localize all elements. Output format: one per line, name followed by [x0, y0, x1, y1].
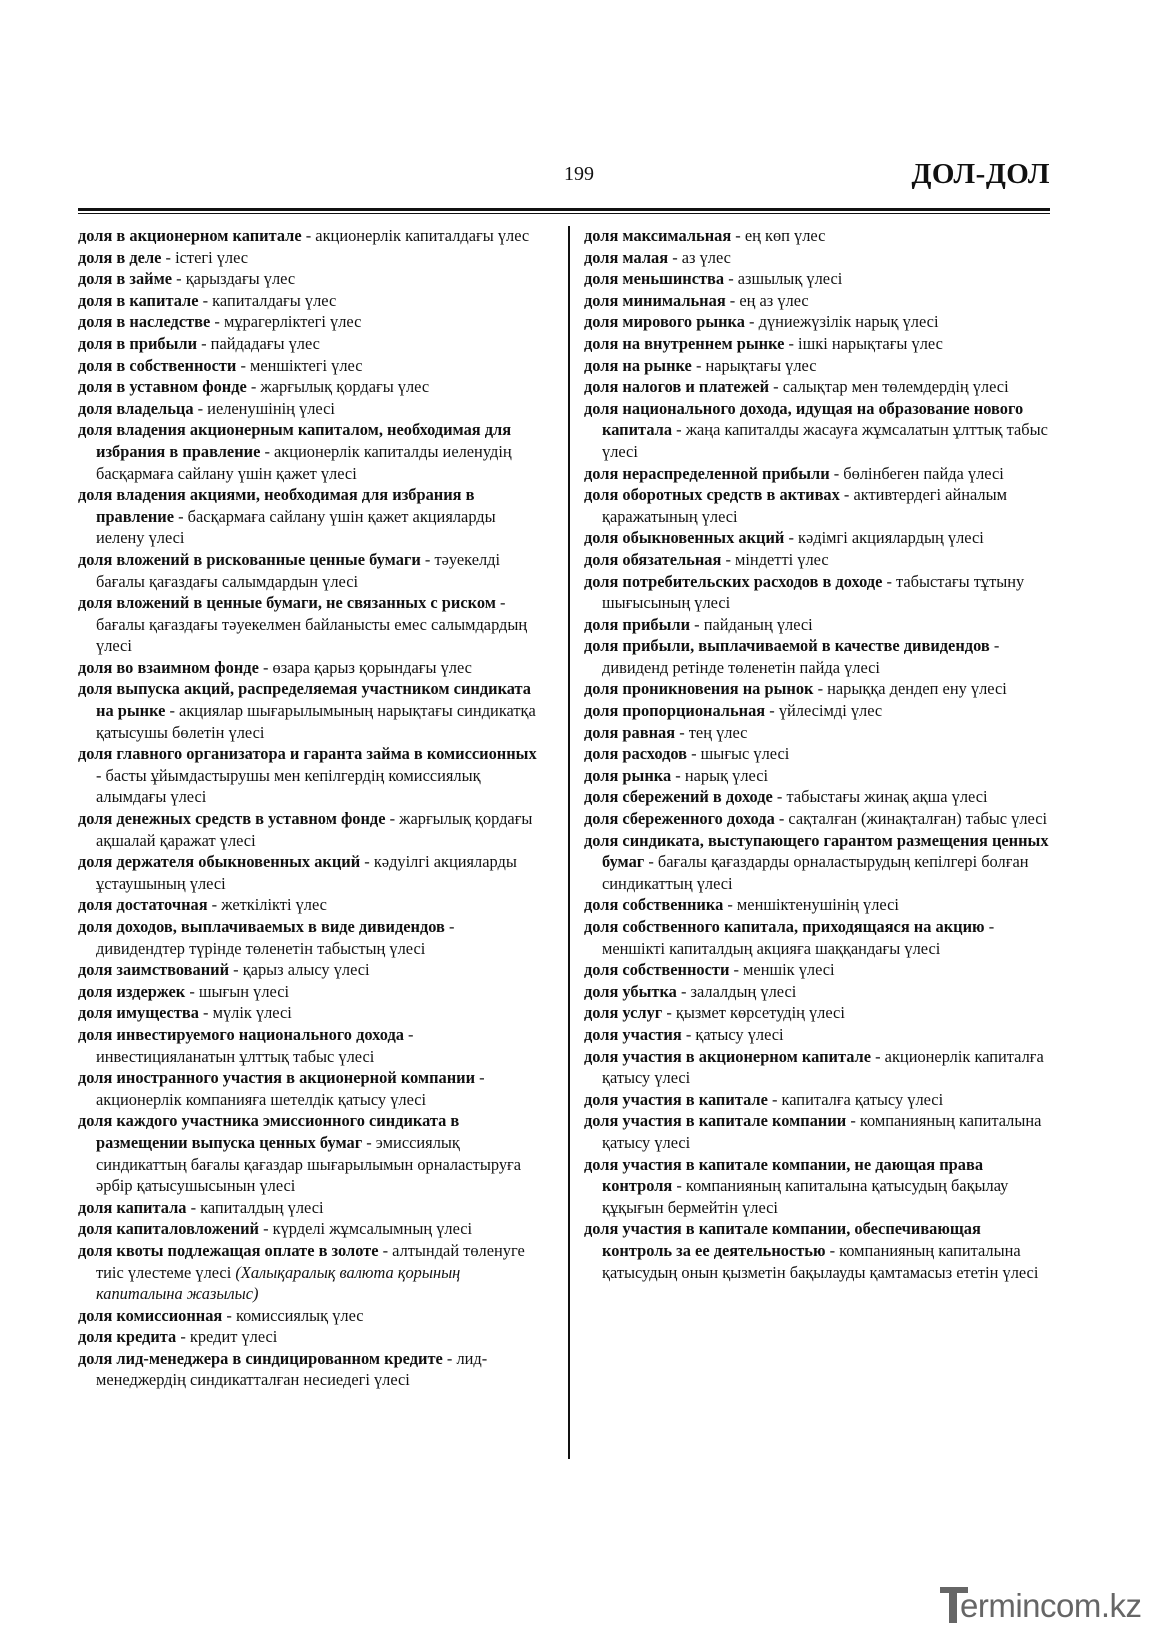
dictionary-entry [78, 1218, 546, 1240]
dictionary-entry [78, 1002, 546, 1024]
left-column [78, 225, 546, 1391]
entry-definition: - капиталдағы үлес [198, 290, 337, 310]
entry-term: доля достаточная [78, 895, 208, 915]
dictionary-entry [78, 311, 546, 333]
dictionary-entry [78, 290, 546, 312]
entry-definition: - жарғылық қордағы ақшалай қаражат үлесі [96, 809, 533, 850]
entry-definition: - нарыққа дендеп ену үлесі [813, 679, 1007, 699]
right-column [584, 225, 1050, 1283]
dictionary-entry [584, 333, 1050, 355]
dictionary-entry [78, 981, 546, 1003]
entry-term: доля проникновения на рынок [584, 679, 814, 699]
entry-term: доля вложений в ценные бумаги, не связанных с риском [78, 593, 496, 613]
dictionary-entry [78, 1305, 546, 1327]
entry-term: доля в акционерном капитале [78, 226, 302, 245]
entry-term: доля заимствований [78, 960, 230, 980]
entry-term: доля участия в капитале [584, 1089, 768, 1109]
dictionary-entry [78, 1326, 546, 1348]
entry-term: доля издержек [78, 981, 186, 1001]
entry-term: доля лид-менеджера в синдицированном кредите [78, 1348, 443, 1368]
dictionary-entry [584, 549, 1050, 571]
entry-definition: - ең көп үлес [731, 226, 826, 245]
entry-term: доля во взаимном фонде [78, 657, 259, 677]
dictionary-entry [584, 1002, 1050, 1024]
entry-definition: - кәдуілгі акцияларды ұстаушының үлесі [96, 852, 517, 893]
entry-definition: - бағалы қағаздағы тәуекелмен байланысты емес салымдардың үлесі [96, 593, 528, 656]
dictionary-entry [584, 786, 1050, 808]
entry-definition: - компанияның капиталына қатысудың онын қызметін бақылауды қамтамасыз ететін үлесі [602, 1240, 1039, 1282]
entry-term: доля в капитале [78, 290, 199, 310]
entry-term: доля имущества [78, 1003, 199, 1023]
entry-term: доля потребительских расходов в доходе [584, 571, 883, 591]
entry-definition: - акционерлік капиталды иеленудің басқармаға сайлану үшін қажет үлесі [96, 441, 512, 483]
entry-definition: - қарыздағы үлес [172, 269, 296, 289]
entry-term: доля собственного капитала, приходящаяся на акцию [584, 917, 985, 936]
entry-definition: - жеткілікті үлес [207, 895, 327, 915]
entry-term: доля услуг [584, 1003, 663, 1023]
entry-term: доля участия [584, 1024, 682, 1044]
entry-term: доля выпуска акций, распределяемая участником синдиката на рынке [78, 679, 531, 721]
page-number: 199 [564, 163, 594, 185]
dictionary-entry [584, 571, 1050, 614]
dictionary-entry [584, 678, 1050, 700]
entry-term: доля собственника [584, 895, 724, 915]
entry-definition: - эмиссиялық синдикаттың бағалы қағаздар шығарылымын орналастыруға әрбір қатысушысынын үлесі [96, 1132, 522, 1196]
entry-definition: - салықтар мен төлемдердің үлесі [769, 377, 1009, 397]
entry-term: доля минимальная [584, 290, 726, 310]
entry-term: доля инвестируемого национального дохода [78, 1024, 404, 1044]
dictionary-entry [78, 808, 546, 851]
entry-term: доля владельца [78, 398, 194, 418]
dictionary-entry [584, 1089, 1050, 1111]
entry-definition: - пайдадағы үлес [197, 333, 320, 353]
entry-term: доля меньшинства [584, 269, 725, 289]
entry-definition: - азшылық үлесі [724, 269, 843, 289]
entry-definition: - бағалы қағаздарды орналастырудың кепілгері болған синдикаттың үлесі [602, 852, 1029, 893]
entry-term: доля денежных средств в уставном фонде [78, 809, 386, 829]
entry-term: доля расходов [584, 744, 688, 764]
entry-definition: - бөлінбеген пайда үлесі [829, 463, 1004, 483]
entry-definition: - меншіктегі үлес [236, 355, 363, 375]
entry-term: доля квоты подлежащая оплате в золоте [78, 1240, 379, 1260]
dictionary-entry [78, 376, 546, 398]
entry-definition: - активтердегі айналым қаражатының үлесі [602, 485, 1007, 526]
dictionary-entry [78, 894, 546, 916]
dictionary-entry [584, 225, 1050, 247]
entry-definition: - басқармаға сайлану үшін қажет акцияларды иелену үлесі [96, 506, 496, 548]
entry-definition: - шығын үлесі [185, 981, 290, 1001]
dictionary-entry [78, 398, 546, 420]
entry-term: доля капиталовложений [78, 1219, 259, 1239]
entry-definition: - дүниежүзілік нарық үлесі [744, 312, 939, 332]
dictionary-entry [78, 247, 546, 269]
entry-definition: - аз үлес [668, 247, 731, 267]
dictionary-entry [584, 1154, 1050, 1219]
entry-definition: - табыстағы жинақ ақша үлесі [772, 787, 988, 807]
dictionary-entry [78, 268, 546, 290]
entry-term: доля максимальная [584, 226, 732, 245]
entry-term: доля участия в капитале компании [584, 1111, 847, 1131]
entry-definition: - меншікті капиталдың акцияға шаққандағы үлесі [602, 917, 995, 958]
entry-definition: - компанияның капиталына қатысу үлесі [602, 1111, 1042, 1152]
dictionary-entry [78, 1240, 546, 1305]
entry-definition: - ішкі нарықтағы үлес [784, 333, 943, 353]
entry-definition: - жаңа капиталды жасауға жұмсалатын ұлттық табыс үлесі [602, 420, 1048, 461]
entry-term: доля обыкновенных акций [584, 528, 785, 548]
entry-term: доля прибыли, выплачиваемой в качестве дивидендов [584, 636, 990, 656]
entry-term: доля комиссионная [78, 1305, 223, 1325]
entry-definition: - сақталған (жинақталған) табыс үлесі [774, 809, 1048, 829]
dictionary-entry [584, 614, 1050, 636]
entry-term: доля пропорциональная [584, 701, 766, 721]
dictionary-entry [78, 419, 546, 484]
dictionary-entry [78, 851, 546, 894]
entry-definition: - акционерлік компанияға шетелдік қатысу үлесі [96, 1068, 485, 1109]
dictionary-entry [584, 311, 1050, 333]
entry-definition: - капиталдың үлесі [186, 1197, 324, 1217]
header-rule-thick [78, 208, 1050, 211]
dictionary-entry [584, 1110, 1050, 1153]
entry-definition: - табыстағы тұтыну шығысының үлесі [602, 571, 1025, 613]
entry-term: доля прибыли [584, 614, 691, 634]
entry-term: доля в деле [78, 247, 162, 267]
entry-definition: - мүлік үлесі [198, 1003, 292, 1023]
entry-term: доля иностранного участия в акционерной компании [78, 1068, 476, 1088]
entry-definition: - қарыз алысу үлесі [229, 960, 370, 980]
entry-definition: - нарық үлесі [671, 765, 769, 785]
entry-term: доля в займе [78, 269, 173, 289]
entry-term: доля в собственности [78, 355, 237, 375]
dictionary-entry [584, 376, 1050, 398]
entry-definition: - мұрагерліктегі үлес [210, 312, 362, 332]
entry-definition: - акциялар шығарылымының нарықтағы синдикатқа қатысушы бөлетін үлесі [96, 701, 536, 742]
entry-definition: - пайданың үлесі [690, 614, 813, 634]
dictionary-entry [78, 549, 546, 592]
dictionary-entry [78, 484, 546, 549]
entry-term: доля мирового рынка [584, 312, 745, 332]
dictionary-entry [78, 225, 546, 247]
running-head: ДОЛ-ДОЛ [911, 158, 1050, 190]
dictionary-entry [584, 398, 1050, 463]
dictionary-entry [78, 355, 546, 377]
entry-term: доля главного организатора и гаранта займа в комиссионных [78, 744, 537, 764]
dictionary-entry [584, 916, 1050, 959]
dictionary-entry [584, 765, 1050, 787]
dictionary-entry [78, 657, 546, 679]
dictionary-entry [584, 808, 1050, 830]
dictionary-entry [78, 678, 546, 743]
dictionary-entry [584, 722, 1050, 744]
entry-definition: - капиталға қатысу үлесі [767, 1089, 944, 1109]
entry-definition: - меншік үлесі [729, 960, 835, 980]
entry-term: доля рынка [584, 765, 672, 785]
watermark-logo [940, 1583, 1150, 1627]
entry-definition: - басты ұйымдастырушы мен кепілгердің комиссиялық алымдағы үлесі [96, 765, 481, 807]
dictionary-entry [584, 484, 1050, 527]
entry-definition: - акционерлік капиталдағы үлес [301, 226, 530, 245]
entry-term: доля доходов, выплачиваемых в виде дивидендов [78, 917, 445, 936]
entry-definition: - ең аз үлес [725, 290, 809, 310]
entry-definition: - кәдімгі акциялардың үлесі [784, 528, 984, 548]
entry-term: доля равная [584, 722, 676, 742]
entry-term: доля вложений в рискованные ценные бумаги [78, 549, 421, 569]
entry-definition: - дивиденд ретінде төленетін пайда үлесі [602, 636, 1000, 677]
dictionary-entry [584, 463, 1050, 485]
dictionary-entry [584, 290, 1050, 312]
dictionary-entry [584, 268, 1050, 290]
entry-term: доля сбережений в доходе [584, 787, 773, 807]
entry-term: доля владения акционерным капиталом, необходимая для избрания в правление [78, 420, 512, 461]
entry-definition: - иеленушінің үлесі [193, 398, 335, 418]
entry-term: доля каждого участника эмиссионного синдиката в размещении выпуска ценных бумаг [78, 1111, 460, 1152]
dictionary-entry [584, 981, 1050, 1003]
entry-term: доля в прибыли [78, 333, 198, 353]
dictionary-entry [78, 1348, 546, 1391]
entry-term: доля обязательная [584, 549, 722, 569]
dictionary-entry [78, 1197, 546, 1219]
dictionary-entry [78, 333, 546, 355]
entry-definition: - меншіктенушінің үлесі [723, 895, 899, 915]
column-divider [568, 226, 570, 1459]
entry-term: доля владения акциями, необходимая для избрания в правление [78, 485, 475, 526]
dictionary-entry [584, 1218, 1050, 1283]
entry-term: доля кредита [78, 1327, 177, 1347]
entry-definition: - жарғылық қордағы үлес [246, 377, 430, 397]
entry-term: доля сбереженного дохода [584, 809, 775, 829]
dictionary-entry [584, 830, 1050, 895]
entry-term: доля малая [584, 247, 669, 267]
entry-note: (Халықаралық валюта қорының капиталына жазылыс) [96, 1262, 461, 1304]
entry-definition: - тәуекелді бағалы қағаздағы салымдардын үлесі [96, 549, 501, 591]
entry-definition: - компанияның капиталына қатысудың бақылау құқығын бермейтін үлесі [602, 1176, 1009, 1217]
dictionary-entry [584, 247, 1050, 269]
dictionary-entry [78, 959, 546, 981]
dictionary-entry [78, 1067, 546, 1110]
watermark-text: ermincom.kz [960, 1587, 1142, 1624]
entry-term: доля держателя обыкновенных акций [78, 852, 361, 872]
entry-definition: - істегі үлес [161, 247, 249, 267]
entry-term: доля нераспределенной прибыли [584, 463, 830, 483]
dictionary-entry [78, 592, 546, 657]
dictionary-entry [584, 1024, 1050, 1046]
entry-term: доля собственности [584, 960, 730, 980]
entry-definition: - тең үлес [675, 722, 748, 742]
dictionary-entry [78, 1024, 546, 1067]
entry-definition: - үйлесімді үлес [765, 701, 883, 721]
entry-definition: - залалдың үлесі [676, 981, 797, 1001]
header-rule-thin [78, 213, 1050, 214]
dictionary-entry [584, 959, 1050, 981]
entry-definition: - инвестицияланатын ұлттық табыс үлесі [96, 1024, 414, 1066]
dictionary-entry [78, 1110, 546, 1196]
dictionary-entry [584, 527, 1050, 549]
entry-definition: - қызмет көрсетудің үлесі [662, 1003, 845, 1023]
entry-term: доля участия в капитале компании, не дающая права контроля [584, 1154, 984, 1196]
entry-definition: - шығыс үлесі [687, 744, 790, 764]
entry-definition: - күрделі жұмсалымның үлесі [258, 1219, 473, 1239]
dictionary-entry [584, 700, 1050, 722]
entry-definition: - міндетті үлес [721, 549, 829, 569]
entry-definition: - алтындай төленуге тиіс үлестеме үлесі [96, 1240, 525, 1282]
watermark-t-stem [949, 1587, 957, 1623]
entry-definition: - акционерлік капиталға қатысу үлесі [602, 1046, 1044, 1088]
entry-term: доля в наследстве [78, 312, 211, 332]
dictionary-entry [78, 916, 546, 959]
entry-definition: - нарықтағы үлес [691, 355, 817, 375]
entry-definition: - кредит үлесі [176, 1327, 278, 1347]
entry-term: доля участия в капитале компании, обеспечивающая контроль за ее деятельностью [584, 1219, 981, 1260]
dictionary-entry [78, 743, 546, 808]
entry-definition: - комиссиялық үлес [222, 1305, 364, 1325]
entry-term: доля национального дохода, идущая на образование нового капитала [584, 398, 1024, 440]
dictionary-entry [584, 635, 1050, 678]
entry-term: доля в уставном фонде [78, 377, 247, 397]
entry-term: доля оборотных средств в активах [584, 485, 840, 505]
entry-term: доля синдиката, выступающего гарантом размещения ценных бумаг [584, 830, 1049, 872]
entry-term: доля убытка [584, 981, 677, 1001]
entry-definition: - лид-менеджердің синдикатталған несиедегі үлесі [96, 1348, 488, 1390]
dictionary-entry [584, 1046, 1050, 1089]
entry-term: доля капитала [78, 1197, 187, 1217]
entry-term: доля на рынке [584, 355, 692, 375]
entry-definition: - қатысу үлесі [681, 1024, 784, 1044]
entry-term: доля участия в акционерном капитале [584, 1046, 872, 1066]
dictionary-entry [584, 894, 1050, 916]
entry-definition: - дивидендтер түрінде төленетін табыстың үлесі [96, 917, 455, 958]
dictionary-entry [584, 355, 1050, 377]
entry-definition: - өзара қарыз қорындағы үлес [258, 657, 472, 677]
dictionary-entry [584, 743, 1050, 765]
entry-term: доля на внутреннем рынке [584, 333, 785, 353]
entry-term: доля налогов и платежей [584, 377, 770, 397]
